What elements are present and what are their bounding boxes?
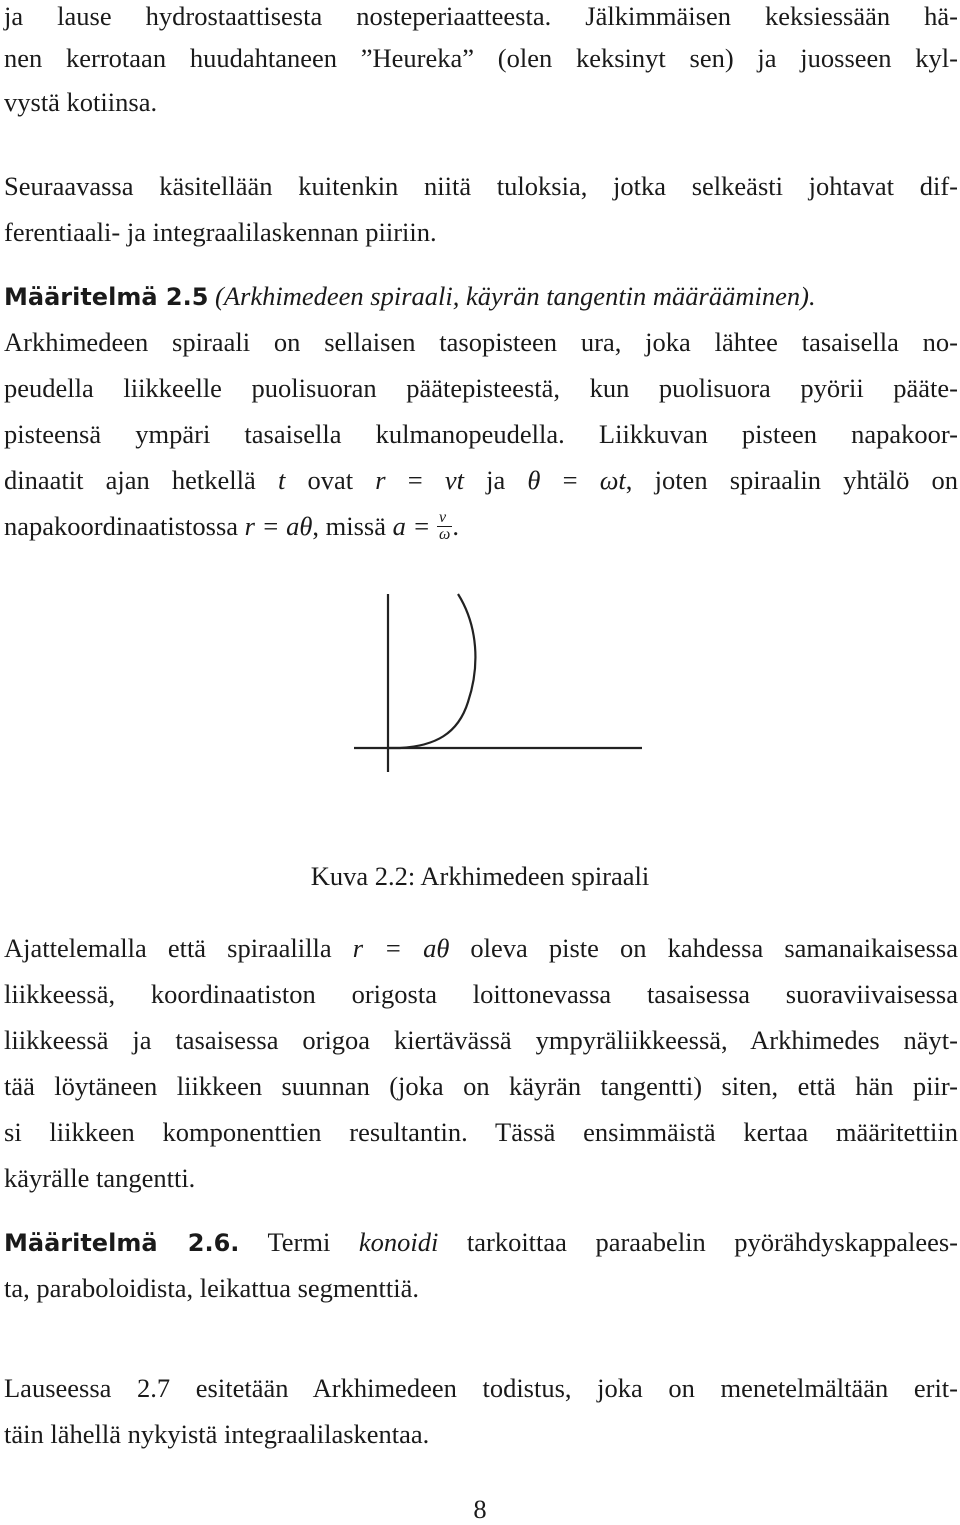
math-var: θ <box>527 465 541 495</box>
text-span: ovat <box>307 465 354 495</box>
definition-title: (Arkhimedeen spiraali, käyrän tangentin määrääminen). <box>215 281 816 311</box>
text-line: vystä kotiinsa. <box>4 87 158 117</box>
math-op: = <box>562 465 578 495</box>
text-line <box>4 464 958 496</box>
text-line: liikkeessä ja tasaisessa origoa kiertävässä ympyräliikkeessä, Arkhimedes näyt- <box>4 1025 958 1055</box>
page-number: 8 <box>473 1494 487 1524</box>
definition-label: Määritelmä 2.6. <box>4 1229 240 1257</box>
spiral-curve <box>388 594 475 748</box>
text-line <box>4 932 958 964</box>
text-line: käyrälle tangentti. <box>4 1163 196 1193</box>
text-span: napakoordinaatistossa <box>4 511 239 541</box>
text-line <box>4 510 958 545</box>
math-var: ωt <box>599 465 626 495</box>
math-expression: a = <box>392 511 431 541</box>
definition-label: Määritelmä 2.5 <box>4 283 209 311</box>
text-line: si liikkeen komponenttien resultantin. Tässä ensimmäistä kertaa määritettiin <box>4 1117 958 1147</box>
text-line: liikkeessä, koordinaatiston origosta loittonevassa tasaisessa suoraviivaisessa <box>4 979 958 1009</box>
fraction-denominator: ω <box>439 526 451 544</box>
text-line: Lauseessa 2.7 esitetään Arkhimedeen todistus, joka on menetelmältään erit- <box>4 1373 958 1403</box>
text-line: Arkhimedeen spiraali on sellaisen tasopisteen ura, joka lähtee tasaisella no- <box>4 327 958 357</box>
figure-caption: Kuva 2.2: Arkhimedeen spiraali <box>310 861 650 891</box>
text-span: dinaatit ajan hetkellä <box>4 465 256 495</box>
text-line <box>4 1226 958 1259</box>
text-span: , missä <box>312 511 386 541</box>
text-line: nen kerrotaan huudahtaneen ”Heureka” (olen keksinyt sen) ja juosseen kyl- <box>4 43 958 73</box>
text-line: Seuraavassa käsitellään kuitenkin niitä tuloksia, jotka selkeästi johtavat dif- <box>4 171 958 201</box>
text-line: ta, paraboloidista, leikattua segmenttiä. <box>4 1273 420 1303</box>
text-line: tää löytäneen liikkeen suunnan (joka on käyrän tangentti) siten, että hän piir- <box>4 1071 958 1101</box>
math-op: = <box>407 465 423 495</box>
text-line: ja lause hydrostaattisesta nosteperiaatteesta. Jälkimmäisen keksiessään hä- <box>4 1 958 31</box>
definition-heading <box>4 280 958 313</box>
text-line: ferentiaali- ja integraalilaskennan piiriin. <box>4 217 437 247</box>
math-var: t <box>277 465 286 495</box>
text-line: täin lähellä nykyistä integraalilaskentaa. <box>4 1419 430 1449</box>
text-line: peudella liikkeelle puolisuoran päätepisteestä, kun puolisuora pyörii pääte- <box>4 373 958 403</box>
text-line: pisteensä ympäri tasaisella kulmanopeudella. Liikkuvan pisteen napakoor- <box>4 419 958 449</box>
text-span: Termi <box>267 1227 331 1257</box>
math-expression: r = aθ <box>352 933 450 963</box>
text-span: tarkoittaa paraabelin pyörähdyskappalees- <box>466 1227 959 1257</box>
fraction-numerator: v <box>437 510 452 527</box>
spiral-figure <box>340 586 650 786</box>
math-var: r <box>375 465 386 495</box>
text-span: ja <box>486 465 506 495</box>
text-span: , joten spiraalin yhtälö on <box>625 465 959 495</box>
text-span: . <box>452 511 459 541</box>
text-span: Ajattelemalla että spiraalilla <box>4 933 332 963</box>
term: konoidi <box>358 1227 439 1257</box>
text-span: oleva piste on kahdessa samanaikaisessa <box>470 933 958 963</box>
fraction <box>437 510 452 543</box>
math-var: vt <box>444 465 464 495</box>
math-expression: r = aθ <box>244 511 313 541</box>
